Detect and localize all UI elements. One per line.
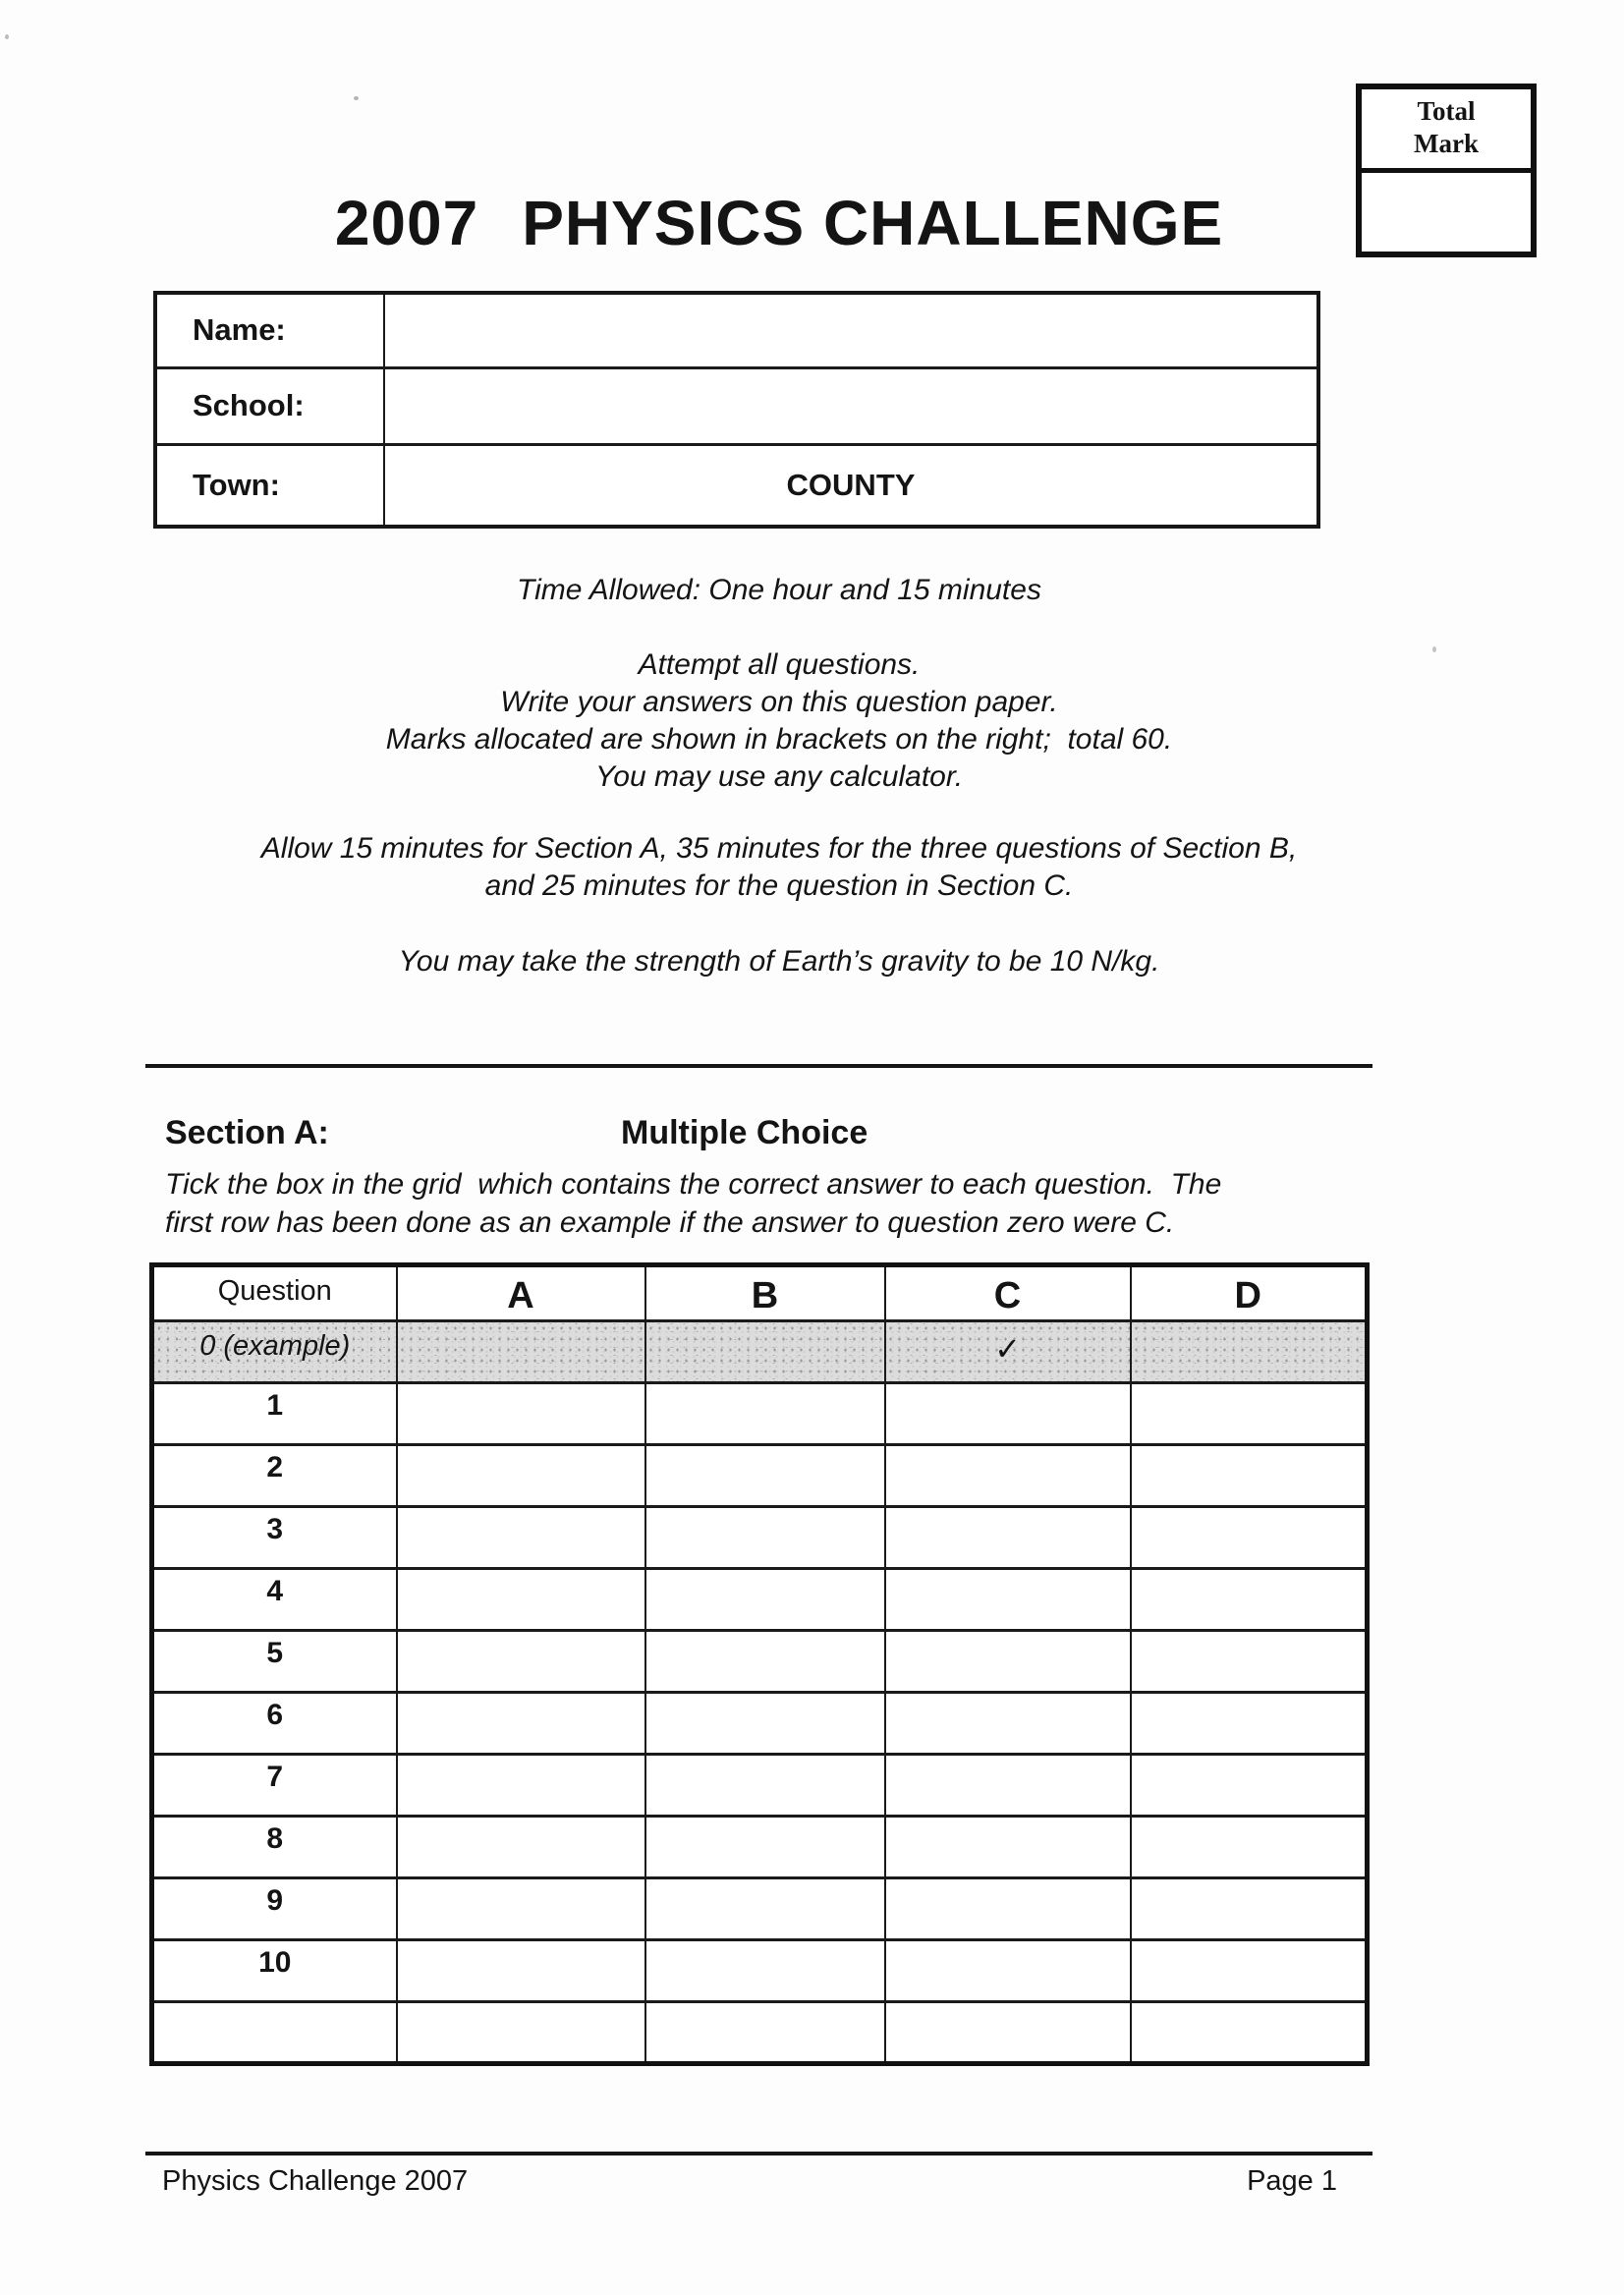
answer-cell-3-c[interactable] (885, 1507, 1131, 1569)
answer-grid (149, 1262, 1370, 2066)
answer-cell-8-b[interactable] (645, 1817, 885, 1878)
footer-title: Physics Challenge 2007 (162, 2165, 469, 2197)
town-value-cell[interactable]: COUNTY (384, 444, 1318, 527)
answer-cell-10-d[interactable] (1131, 1940, 1368, 2002)
table-row (155, 367, 1318, 444)
answer-cell-1-d[interactable] (1131, 1383, 1368, 1445)
answer-cell-5-d[interactable] (1131, 1631, 1368, 1693)
answer-cell-9-b[interactable] (645, 1878, 885, 1940)
gravity-line: You may take the strength of Earth’s gravity to be 10 N/kg. (398, 945, 1160, 978)
section-a-instructions (165, 1165, 1393, 1242)
question-number: 7 (152, 1755, 397, 1817)
school-label: School: (155, 367, 384, 444)
table-row (152, 1383, 1368, 1445)
question-number: 9 (152, 1878, 397, 1940)
name-value-cell[interactable] (384, 293, 1318, 367)
instructions-block (157, 572, 1401, 980)
school-value-cell[interactable] (384, 367, 1318, 444)
answer-cell-3-a[interactable] (397, 1507, 645, 1569)
answer-cell-11-d (1131, 2002, 1368, 2064)
answer-grid-header-row (152, 1265, 1368, 1321)
example-row (152, 1321, 1368, 1383)
answer-cell-11-c (885, 2002, 1131, 2064)
answer-cell-2-a[interactable] (397, 1445, 645, 1507)
table-row (155, 444, 1318, 527)
answer-cell-10-a[interactable] (397, 1940, 645, 2002)
table-row (152, 2002, 1368, 2064)
question-number: 1 (152, 1383, 397, 1445)
answer-cell-6-b[interactable] (645, 1693, 885, 1755)
table-row (152, 1878, 1368, 1940)
answer-cell-9-d[interactable] (1131, 1878, 1368, 1940)
answer-cell-0-d (1131, 1321, 1368, 1383)
question-number: 5 (152, 1631, 397, 1693)
answer-cell-4-d[interactable] (1131, 1569, 1368, 1631)
timing-line: and 25 minutes for the question in Section C. (484, 869, 1074, 902)
answer-cell-7-c[interactable] (885, 1755, 1131, 1817)
scan-speck (1432, 646, 1436, 652)
example-row-label: 0 (example) (152, 1321, 397, 1383)
instruction-line: Attempt all questions. (638, 648, 921, 681)
instruction-line: You may use any calculator. (594, 760, 964, 793)
table-row (152, 1817, 1368, 1878)
section-a-instruction-line: Tick the box in the grid which contains the correct answer to each question. The (165, 1168, 1222, 1201)
column-header-c: C (885, 1265, 1131, 1321)
answer-cell-4-b[interactable] (645, 1569, 885, 1631)
answer-cell-4-a[interactable] (397, 1569, 645, 1631)
question-number (152, 2002, 397, 2064)
answer-cell-6-d[interactable] (1131, 1693, 1368, 1755)
answer-cell-0-b (645, 1321, 885, 1383)
timing-line: Allow 15 minutes for Section A, 35 minutes for the three questions of Section B, (260, 832, 1298, 865)
answer-cell-1-b[interactable] (645, 1383, 885, 1445)
column-header-a: A (397, 1265, 645, 1321)
answer-cell-10-c[interactable] (885, 1940, 1131, 2002)
town-label: Town: (155, 444, 384, 527)
name-label: Name: (155, 293, 384, 367)
table-row (152, 1445, 1368, 1507)
table-row (152, 1631, 1368, 1693)
answer-cell-5-a[interactable] (397, 1631, 645, 1693)
page-number: Page 1 (1247, 2165, 1337, 2197)
table-row (152, 1940, 1368, 2002)
answer-cell-8-a[interactable] (397, 1817, 645, 1878)
answer-cell-0-a (397, 1321, 645, 1383)
answer-cell-8-c[interactable] (885, 1817, 1131, 1878)
column-header-d: D (1131, 1265, 1368, 1321)
answer-cell-7-b[interactable] (645, 1755, 885, 1817)
section-a-label: Section A: (165, 1114, 329, 1151)
answer-cell-8-d[interactable] (1131, 1817, 1368, 1878)
section-a-heading (165, 1114, 1383, 1155)
answer-cell-2-c[interactable] (885, 1445, 1131, 1507)
total-mark-label: Total Mark (1362, 89, 1531, 173)
question-number: 6 (152, 1693, 397, 1755)
scan-speck (5, 34, 9, 39)
answer-cell-9-a[interactable] (397, 1878, 645, 1940)
table-row (152, 1755, 1368, 1817)
title-text: PHYSICS CHALLENGE (522, 188, 1224, 258)
answer-cell-9-c[interactable] (885, 1878, 1131, 1940)
time-allowed-line: Time Allowed: One hour and 15 minutes (517, 574, 1041, 606)
question-number: 10 (152, 1940, 397, 2002)
answer-cell-2-b[interactable] (645, 1445, 885, 1507)
footer-divider-line (145, 2152, 1372, 2155)
student-info-table (153, 291, 1320, 529)
page-footer (162, 2165, 1337, 2198)
answer-cell-5-b[interactable] (645, 1631, 885, 1693)
table-row (152, 1507, 1368, 1569)
table-row (152, 1693, 1368, 1755)
answer-cell-11-b (645, 2002, 885, 2064)
question-number: 8 (152, 1817, 397, 1878)
question-number: 4 (152, 1569, 397, 1631)
answer-cell-2-d[interactable] (1131, 1445, 1368, 1507)
answer-cell-7-d[interactable] (1131, 1755, 1368, 1817)
section-a-title: Multiple Choice (621, 1114, 868, 1151)
question-number: 3 (152, 1507, 397, 1569)
answer-cell-1-a[interactable] (397, 1383, 645, 1445)
answer-cell-6-a[interactable] (397, 1693, 645, 1755)
answer-cell-1-c[interactable] (885, 1383, 1131, 1445)
answer-cell-10-b[interactable] (645, 1940, 885, 2002)
column-header-b: B (645, 1265, 885, 1321)
instruction-line: Marks allocated are shown in brackets on the right; total 60. (385, 723, 1173, 756)
question-column-header: Question (152, 1265, 397, 1321)
answer-cell-3-d[interactable] (1131, 1507, 1368, 1569)
answer-cell-11-a (397, 2002, 645, 2064)
answer-cell-7-a[interactable] (397, 1755, 645, 1817)
answer-cell-3-b[interactable] (645, 1507, 885, 1569)
title-year: 2007 (334, 188, 479, 258)
section-divider-line (145, 1064, 1372, 1068)
answer-cell-4-c[interactable] (885, 1569, 1131, 1631)
answer-cell-6-c[interactable] (885, 1693, 1131, 1755)
question-number: 2 (152, 1445, 397, 1507)
table-row (152, 1569, 1368, 1631)
page-title (157, 187, 1401, 259)
example-tick-mark: ✓ (885, 1321, 1131, 1383)
instruction-line: Write your answers on this question paper. (500, 686, 1058, 718)
section-a-instruction-line: first row has been done as an example if the answer to question zero were C. (165, 1206, 1175, 1239)
table-row (155, 293, 1318, 367)
answer-cell-5-c[interactable] (885, 1631, 1131, 1693)
scan-speck (354, 96, 359, 100)
